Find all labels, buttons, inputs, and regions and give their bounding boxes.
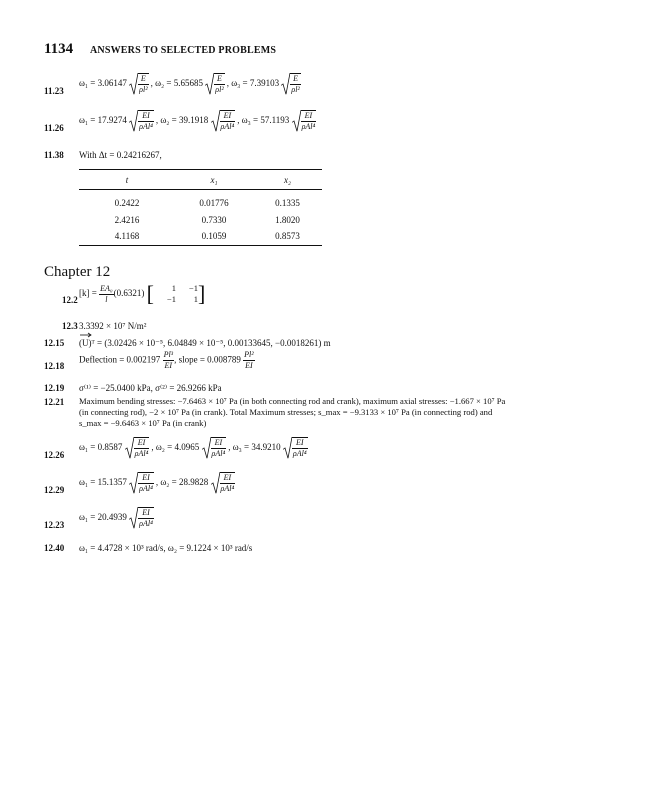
problem-id: 11.38 bbox=[44, 150, 64, 160]
frac-num: EI bbox=[142, 508, 150, 517]
answer-equation bbox=[79, 283, 205, 305]
answer-equation bbox=[79, 472, 237, 494]
sqrt-expression bbox=[292, 110, 317, 132]
matrix-cell: −1 bbox=[188, 283, 198, 293]
omega1-label: ω₁ = 15.1357 bbox=[79, 477, 127, 488]
table-cell: 0.1335 bbox=[275, 198, 300, 208]
paragraph-line: Maximum bending stresses: −7.6463 × 10⁷ Pa (in both connecting rod and crank), maximum axial stresses: −1.667 × 10⁷ Pa bbox=[79, 396, 506, 406]
results-table bbox=[79, 172, 322, 244]
sqrt-expression bbox=[281, 73, 300, 95]
table-cell: 0.01776 bbox=[199, 198, 229, 208]
frac-den: ρAl⁴ bbox=[134, 449, 149, 458]
frac-den: ρAl⁴ bbox=[292, 449, 307, 458]
problem-id: 12.15 bbox=[44, 338, 65, 348]
problem-id: 12.18 bbox=[44, 361, 65, 371]
table-row bbox=[79, 195, 322, 211]
frac-num: E bbox=[293, 74, 299, 83]
sqrt-expression bbox=[211, 110, 236, 132]
chapter-title: Chapter 12 bbox=[44, 264, 111, 280]
frac-num: Pl² bbox=[244, 350, 254, 359]
problem-id: 12.21 bbox=[44, 397, 65, 407]
frac-num: EI bbox=[137, 438, 146, 447]
frac-num: EA₀ bbox=[100, 283, 113, 293]
left-bracket: [ bbox=[146, 281, 154, 306]
frac-den: EI bbox=[164, 361, 173, 370]
right-bracket: ] bbox=[197, 281, 206, 306]
table-cell: 0.7330 bbox=[201, 214, 227, 225]
paragraph-line: s_max = −9.6463 × 10⁷ Pa (in crank) bbox=[79, 418, 207, 428]
table-cell: 0.2422 bbox=[114, 198, 140, 208]
problem-id: 12.29 bbox=[44, 485, 65, 495]
problem-id: 12.23 bbox=[44, 520, 65, 530]
table-row bbox=[79, 228, 322, 244]
omega2-label: , ω₂ = 4.0965 bbox=[151, 442, 200, 453]
stiffness-label: [k] = bbox=[79, 288, 97, 299]
sqrt-expression bbox=[202, 437, 227, 459]
problem-id: 11.26 bbox=[44, 123, 64, 133]
table-cell: 0.8573 bbox=[275, 231, 300, 241]
frac-num: E bbox=[217, 74, 222, 83]
sqrt-expression bbox=[129, 472, 154, 494]
table-cell: 2.4216 bbox=[114, 214, 140, 225]
answer-equation bbox=[79, 350, 255, 371]
table-row bbox=[79, 211, 322, 228]
frac-den: ρl² bbox=[291, 85, 300, 94]
frac-den: ρAl⁴ bbox=[220, 484, 235, 493]
omega1-label: ω₁ = 20.4939 bbox=[79, 512, 127, 523]
frac-den: ρAl⁴ bbox=[301, 122, 316, 131]
frac-den: ρl² bbox=[215, 85, 224, 94]
answer-text: σ⁽¹⁾ = −25.0400 kPa, σ⁽²⁾ = 26.9266 kPa bbox=[79, 383, 222, 393]
problem-id: 12.2 bbox=[62, 295, 78, 305]
running-title: ANSWERS TO SELECTED PROBLEMS bbox=[90, 45, 277, 56]
sqrt-expression bbox=[129, 73, 148, 95]
sqrt-expression bbox=[211, 472, 236, 494]
sqrt-expression bbox=[205, 73, 224, 95]
frac-num: EI bbox=[295, 438, 304, 447]
table-bottom-rule bbox=[79, 245, 322, 246]
answer-paragraph bbox=[79, 396, 601, 429]
frac-den: ρAl⁴ bbox=[139, 484, 153, 493]
answer-text: 3.3392 × 10⁷ N/m² bbox=[79, 321, 147, 331]
problem-id: 12.40 bbox=[44, 543, 65, 553]
frac-den: ρAl⁴ bbox=[220, 122, 235, 131]
vector-arrow-icon bbox=[79, 332, 93, 338]
problem-id: 12.19 bbox=[44, 383, 65, 393]
problem-id: 11.23 bbox=[44, 86, 64, 96]
answer-equation bbox=[79, 110, 318, 132]
factor: (0.6321) bbox=[113, 288, 145, 299]
problem-id: 12.26 bbox=[44, 450, 65, 460]
omega1-label: ω₁ = 0.8587 bbox=[79, 442, 123, 453]
answer-text: ω₁ = 4.4728 × 10³ rad/s, ω₂ = 9.1224 × 10³ rad/s bbox=[79, 543, 253, 553]
matrix-cell: −1 bbox=[166, 294, 176, 304]
table-header-row bbox=[79, 172, 322, 187]
frac-num: EI bbox=[142, 473, 150, 482]
table-cell: 0.1059 bbox=[201, 231, 227, 241]
omega2-label: , ω₂ = 39.1918 bbox=[155, 115, 209, 126]
stiffness-matrix bbox=[154, 283, 198, 305]
slope-label: , slope = 0.008789 bbox=[174, 354, 241, 365]
frac-den: ρAl⁴ bbox=[139, 519, 153, 528]
omega2-label: , ω₂ = 5.65685 bbox=[150, 78, 203, 89]
answer-text: (U)ᵀ = (3.02426 × 10⁻⁵, 6.04849 × 10⁻⁵, 0.00133645, −0.0018261) m bbox=[79, 338, 331, 348]
omega1-label: ω₁ = 3.06147 bbox=[79, 78, 127, 89]
frac-den: EI bbox=[245, 361, 253, 370]
frac-num: Pl³ bbox=[163, 350, 174, 359]
omega3-label: , ω₃ = 34.9210 bbox=[228, 442, 281, 453]
problem-id: 12.3 bbox=[62, 321, 78, 331]
sqrt-expression bbox=[283, 437, 308, 459]
frac-den: l bbox=[99, 294, 114, 305]
frac-den: ρAl⁴ bbox=[211, 449, 226, 458]
table-cell: 4.1168 bbox=[114, 231, 140, 241]
frac-num: E bbox=[140, 74, 146, 83]
frac-num: EI bbox=[214, 438, 223, 447]
matrix-cell: 1 bbox=[171, 283, 176, 293]
omega3-label: , ω₃ = 7.39103 bbox=[226, 78, 280, 89]
problem-text: With Δt = 0.24216267, bbox=[79, 150, 162, 160]
omega3-label: , ω₃ = 57.1193 bbox=[237, 115, 290, 126]
column-header: t bbox=[125, 174, 129, 185]
frac-den: ρAl⁴ bbox=[139, 122, 153, 131]
answer-equation bbox=[79, 73, 303, 95]
frac-num: EI bbox=[223, 111, 232, 120]
frac-num: EI bbox=[223, 473, 232, 482]
table-cell: 1.8020 bbox=[275, 214, 300, 225]
frac-num: EI bbox=[142, 111, 150, 120]
frac-num: EI bbox=[304, 111, 313, 120]
sqrt-expression bbox=[125, 437, 150, 459]
answer-equation bbox=[79, 507, 156, 529]
page-number: 1134 bbox=[44, 41, 74, 57]
omega2-label: , ω₂ = 28.9828 bbox=[155, 477, 209, 488]
matrix-cell: 1 bbox=[193, 294, 198, 304]
table-top-rule bbox=[79, 169, 322, 170]
answer-equation bbox=[79, 437, 310, 459]
paragraph-line: (in connecting rod), −2 × 10⁷ Pa (in crank). Total Maximum stresses; s_max = −9.3133 × 10⁷ Pa (in connecting rod) and bbox=[79, 407, 493, 417]
column-header: x₁ bbox=[210, 174, 218, 185]
sqrt-expression bbox=[129, 507, 154, 529]
deflection-label: Deflection = 0.002197 bbox=[79, 354, 161, 365]
column-header: x₂ bbox=[283, 174, 292, 185]
sqrt-expression bbox=[129, 110, 154, 132]
omega1-label: ω₁ = 17.9274 bbox=[79, 115, 127, 126]
frac-den: ρl² bbox=[139, 85, 148, 94]
